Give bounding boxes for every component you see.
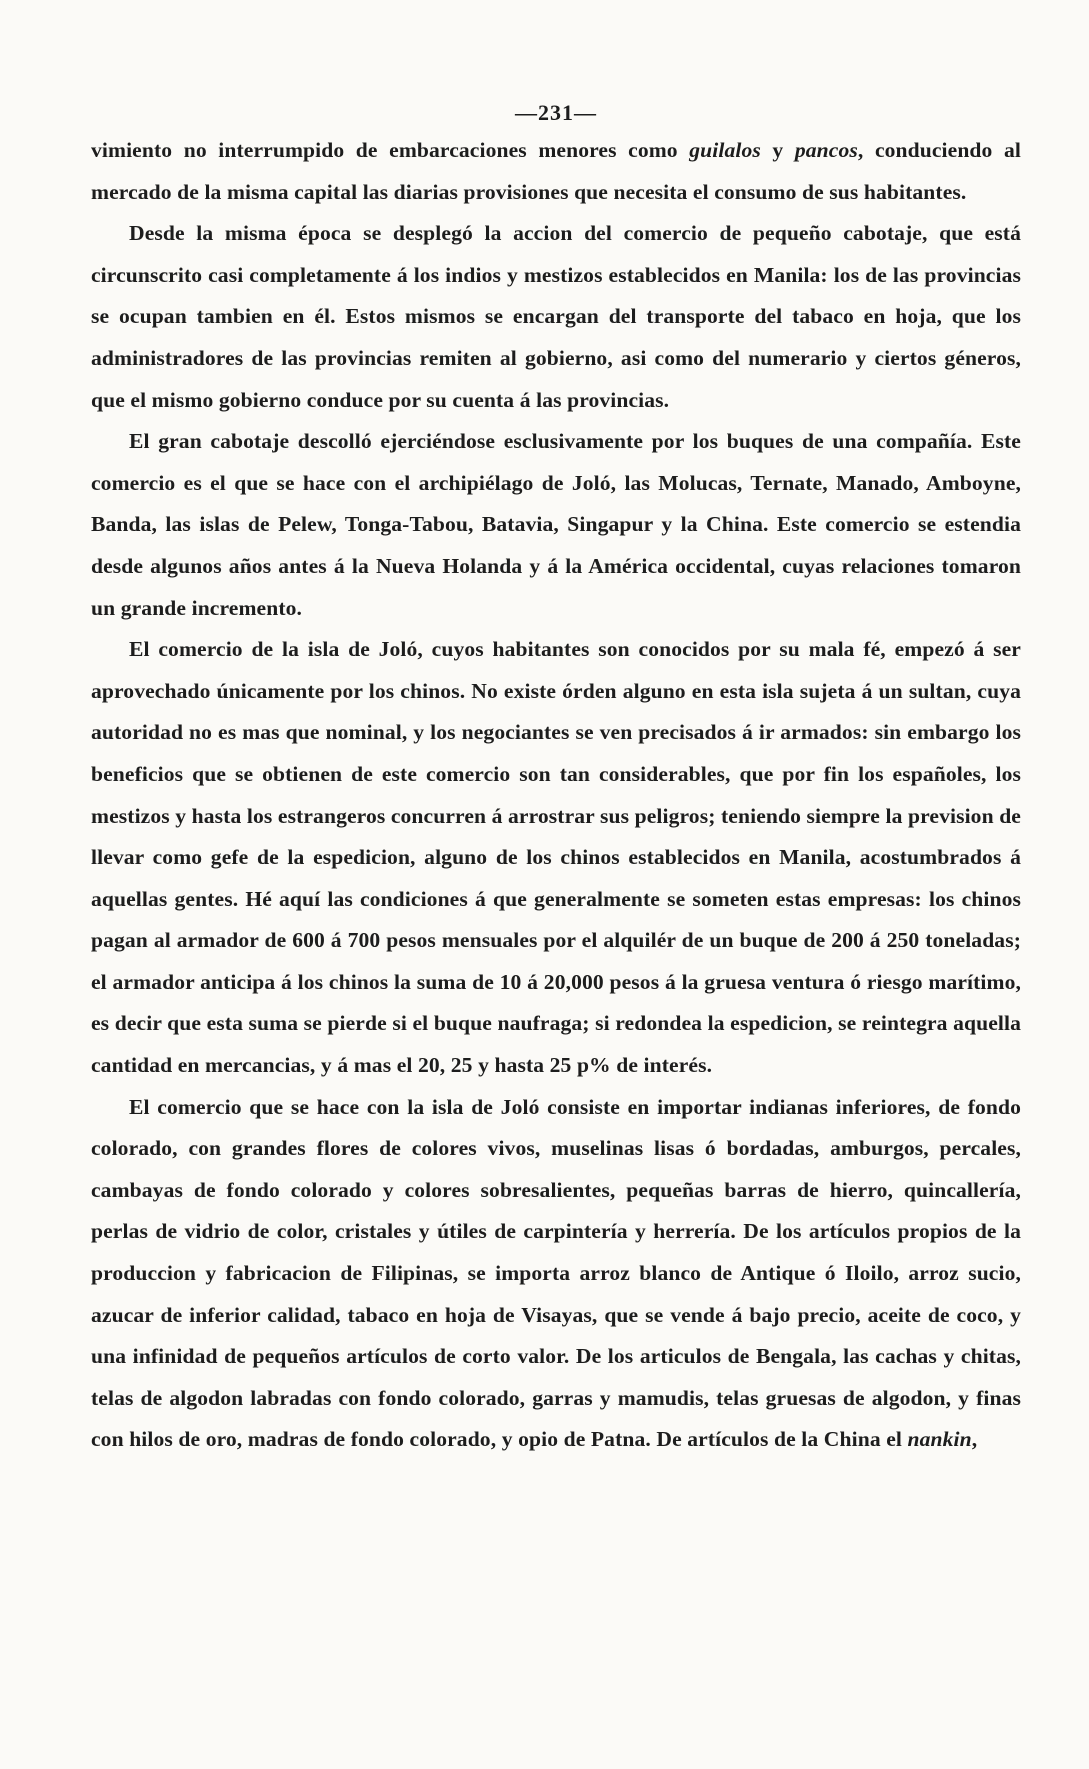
text-run: vimiento no interrumpido de embarcaciones menores como xyxy=(91,138,690,162)
text-run: El comercio que se hace con la isla de Joló consiste en importar indianas inferiores, de fondo colorado, con grandes flores de colores vivos, muselinas lisas ó bordadas, amburgos, percales, cambayas de fondo colorado y colores sobresalientes, pequeñas barras de hierro, quincallería, perlas de vidrio de color, cristales y útiles de carpintería y herrería. De los artículos propios de la produccion y fabricacion de Filipinas, se importa arroz blanco de Antique ó Iloilo, arroz sucio, azucar de inferior calidad, tabaco en hoja de Visayas, que se vende á bajo precio, aceite de coco, y una infinidad de pequeños artículos de corto valor. De los articulos de Bengala, las cachas y chitas, telas de algodon labradas con fondo colorado, garras y mamudis, telas gruesas de algodon, y finas con hilos de oro, madras de fondo colorado, y opio de Patna. De artículos de la China el xyxy=(91,1094,1021,1452)
text-run: , xyxy=(971,1427,978,1452)
body-text xyxy=(91,130,1021,1461)
text-run: El comercio de la isla de Joló, cuyos habitantes son conocidos por su mala fé, empezó á ser aprovechado únicamente por los chinos. No existe órden alguno en esta isla sujeta á un sultan, cuya autoridad no es mas que nominal, y los negociantes se ven precisados á ir armados: sin embargo los beneficios que se obtienen de este comercio son tan considerables, que por fin los españoles, los mestizos y hasta los estrangeros concurren á arrostrar sus peligros; teniendo siempre la prevision de llevar como gefe de la espedicion, alguno de los chinos establecidos en Manila, acostumbrados á aquellas gentes. Hé aquí las condiciones á que generalmente se someten estas empresas: los chinos pagan al armador de 600 á 700 pesos mensuales por el alquilér de un buque de 200 á 250 toneladas; el armador anticipa á los chinos la suma de 10 á 20,000 pesos á la gruesa ventura ó riesgo marítimo, es decir que esta suma se pierde si el buque naufraga; si redondea la espedicion, se reintegra aquella cantidad en mercancias, y á mas el 20, 25 y hasta 25 p% de interés. xyxy=(91,637,1021,1078)
paragraph xyxy=(91,1087,1021,1461)
text-run: , conduciendo al mercado de la misma capital las diarias provisiones que necesita el consumo de sus habitantes. xyxy=(91,138,1021,204)
page-number: —231— xyxy=(515,100,597,125)
text-run: y xyxy=(760,138,795,162)
italic-term: guilalos xyxy=(689,138,761,162)
paragraph xyxy=(91,213,1021,421)
text-run: El gran cabotaje descolló ejerciéndose esclusivamente por los buques de una compañía. Este comercio es el que se hace con el archipiélago de Joló, las Molucas, Ternate, Manado, Amboyne, Banda, las islas de Pelew, Tonga-Tabou, Batavia, Singapur y la China. Este comercio se estendia desde algunos años antes á la Nueva Holanda y á la América occidental, cuyas relaciones tomaron un grande incremento. xyxy=(91,429,1021,620)
paragraph xyxy=(91,421,1021,629)
text-run: Desde la misma época se desplegó la accion del comercio de pequeño cabotaje, que está circunscrito casi completamente á los indios y mestizos establecidos en Manila: los de las provincias se ocupan tambien en él. Estos mismos se encargan del transporte del tabaco en hoja, que los administradores de las provincias remiten al gobierno, asi como del numerario y ciertos géneros, que el mismo gobierno conduce por su cuenta á las provincias. xyxy=(91,221,1021,412)
italic-term: nankin xyxy=(907,1427,972,1452)
italic-term: pancos xyxy=(794,138,858,162)
paragraph xyxy=(91,629,1021,1087)
paragraph xyxy=(91,130,1021,213)
